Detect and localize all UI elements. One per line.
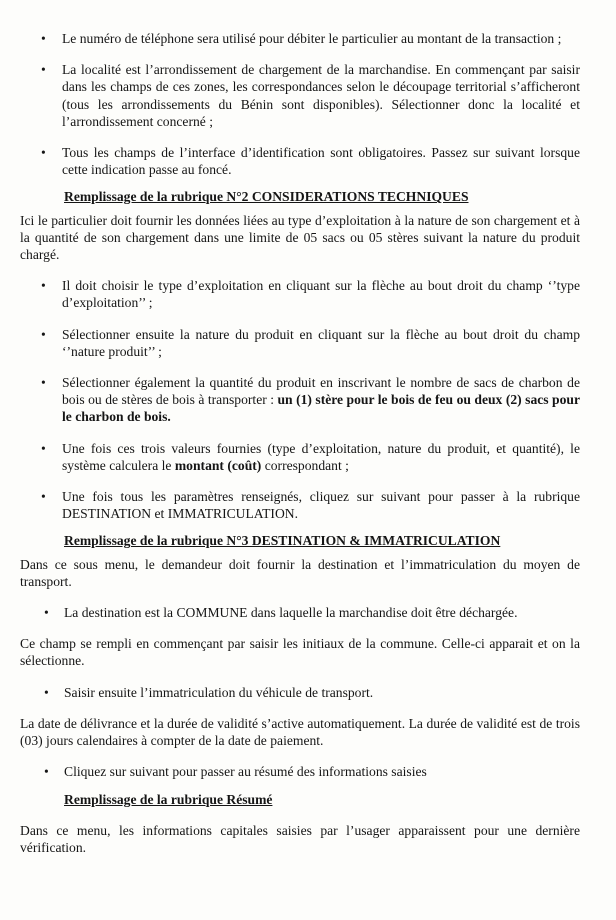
bullet-exploitation-type [20,277,580,311]
bullet-dot: • [44,684,49,700]
bullet-bold-text: montant (coût) [174,457,262,473]
bullet-next-summary [20,763,580,780]
section-3-heading: Remplissage de la rubrique N°3 DESTINATION & IMMATRICULATION [64,533,501,549]
bullet-text: Tous les champs de l’interface d’identification sont obligatoires. Passez sur suivant lorsque cette indication passe au foncé. [62,145,580,178]
bullet-text: Le numéro de téléphone sera utilisé pour débiter le particulier au montant de la transaction ; [62,31,562,46]
bullet-dot: • [41,31,46,46]
bullet-text: Sélectionner ensuite la nature du produit en cliquant sur la flèche au bout droit du champ ‘’nature produit’’ ; [62,326,580,359]
bullet-destination [20,604,580,621]
bullet-bold-text: un (1) stère pour le bois de feu ou deux (2) sacs pour le charbon de bois. [62,392,580,425]
bullet-quantity [20,374,580,426]
bullet-dot: • [41,62,46,78]
section-2-intro: Ici le particulier doit fournir les données liées au type d’exploitation à la nature de son chargement et à la quantité de son chargement dans une limite de 05 sacs ou 05 stères suivant la nature du produit chargé. [20,212,580,263]
section-2-heading: Remplissage de la rubrique N°2 CONSIDERATIONS TECHNIQUES [64,189,469,205]
section-3-intro: Dans ce sous menu, le demandeur doit fournir la destination et l’immatriculation du moyen de transport. [20,556,580,589]
bullet-text: Sélectionner également la quantité du produit en inscrivant le nombre de sacs de charbon de bois ou de stères de bois à transporter : [62,375,580,408]
bullet-text: La localité est l’arrondissement de chargement de la marchandise. En commençant par saisir dans les champs de ces zones, les correspondances selon le découpage territorial s’afficheront (tous les arrondissements du Bénin sont disponibles). Sélectionner donc la localité et l’arrondissement concerné ; [62,62,580,129]
bullet-dot: • [41,440,46,456]
bullet-locality [20,61,580,130]
bullet-amount [20,440,580,474]
commune-paragraph: Ce champ se rempli en commençant par saisir les initiaux de la commune. Celle-ci apparait et on la sélectionne. [20,636,580,669]
section-4-heading: Remplissage de la rubrique Résumé [64,791,273,807]
bullet-registration [20,684,580,701]
bullet-dot: • [44,764,49,780]
bullet-phone [20,30,580,47]
bullet-dot: • [41,489,46,505]
bullet-next-destination [20,488,580,522]
bullet-dot: • [44,605,49,621]
bullet-text: Cliquez sur suivant pour passer au résumé des informations saisies [64,764,427,780]
bullet-text: correspondant ; [261,457,349,473]
bullet-text: Il doit choisir le type d’exploitation en cliquant sur la flèche au bout droit du champ ‘’type d’exploitation’’ ; [62,278,580,311]
bullet-text: Saisir ensuite l’immatriculation du véhicule de transport. [64,684,374,700]
bullet-text: Une fois ces trois valeurs fournies (type d’exploitation, nature du produit, et quantité), le système calculera le [62,440,580,473]
bullet-dot: • [41,145,46,161]
bullet-dot: • [41,326,46,342]
bullet-dot: • [41,375,46,391]
bullet-text: La destination est la COMMUNE dans laquelle la marchandise doit être déchargée. [64,605,518,621]
bullet-product-nature [20,326,580,360]
validity-paragraph: La date de délivrance et la durée de validité s’active automatiquement. La durée de validité est de trois (03) jours calendaires à compter de la date de paiement. [20,715,580,749]
bullet-dot: • [41,278,46,294]
summary-paragraph: Dans ce menu, les informations capitales saisies par l’usager apparaissent pour une dernière vérification. [20,822,580,855]
bullet-mandatory-fields [20,144,580,178]
bullet-text: Une fois tous les paramètres renseignés, cliquez sur suivant pour passer à la rubrique DESTINATION et IMMATRICULATION. [62,489,580,522]
